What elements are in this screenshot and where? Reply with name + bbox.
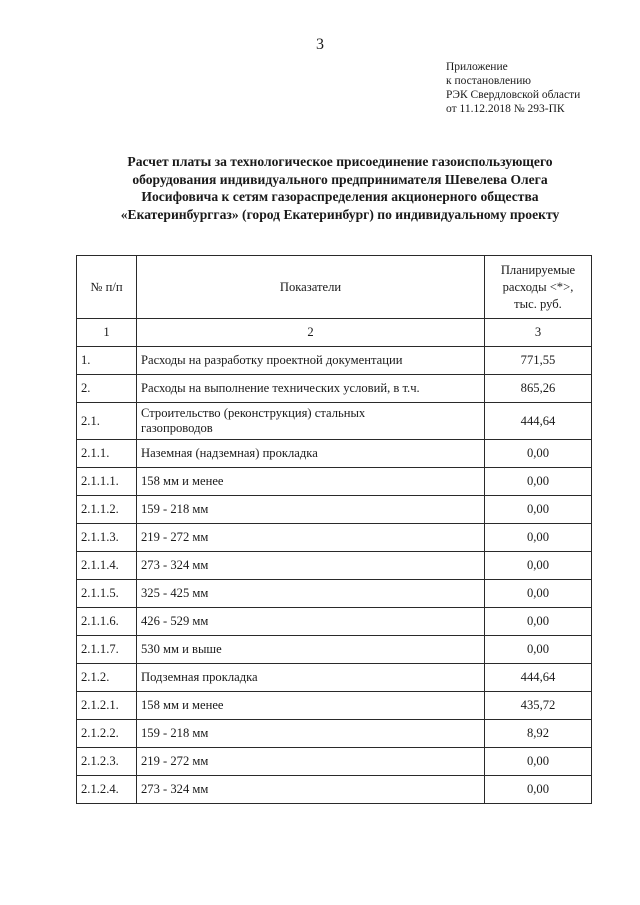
row-indicator-line: газопроводов xyxy=(141,421,213,435)
appendix-note xyxy=(446,60,580,116)
row-number: 2.1.1.5. xyxy=(77,580,137,608)
row-number: 2.1.2.2. xyxy=(77,720,137,748)
table-row xyxy=(77,440,592,468)
title-line: оборудования индивидуального предпринимателя Шевелева Олега xyxy=(132,171,548,187)
row-value: 0,00 xyxy=(485,776,592,804)
document-title xyxy=(70,153,610,223)
row-number: 2.1.2. xyxy=(77,664,137,692)
appendix-line: Приложение xyxy=(446,61,508,73)
column-number-row xyxy=(77,319,592,347)
row-value: 0,00 xyxy=(485,524,592,552)
row-number: 2.1. xyxy=(77,403,137,440)
title-line: «Екатеринбурггаз» (город Екатеринбург) по индивидуальному проекту xyxy=(120,206,560,222)
row-indicator: 219 - 272 мм xyxy=(137,524,485,552)
header-planned-costs-line: расходы <*>, xyxy=(502,279,574,294)
table-row xyxy=(77,664,592,692)
table-row xyxy=(77,403,592,440)
row-value: 0,00 xyxy=(485,580,592,608)
row-indicator: 273 - 324 мм xyxy=(137,552,485,580)
row-indicator: 159 - 218 мм xyxy=(137,720,485,748)
header-indicator: Показатели xyxy=(137,256,485,319)
row-indicator-line: Строительство (реконструкция) стальных xyxy=(141,406,366,420)
row-indicator: Расходы на выполнение технических условий, в т.ч. xyxy=(137,375,485,403)
row-indicator: 219 - 272 мм xyxy=(137,748,485,776)
row-value: 444,64 xyxy=(485,664,592,692)
row-indicator xyxy=(137,403,485,440)
row-indicator: Расходы на разработку проектной документации xyxy=(137,347,485,375)
appendix-line: РЭК Свердловской области xyxy=(446,89,581,101)
row-number: 2.1.2.1. xyxy=(77,692,137,720)
row-number: 2.1.1. xyxy=(77,440,137,468)
header-planned-costs xyxy=(485,256,592,319)
row-value: 0,00 xyxy=(485,636,592,664)
row-number: 2.1.1.6. xyxy=(77,608,137,636)
row-number: 1. xyxy=(77,347,137,375)
row-value: 0,00 xyxy=(485,552,592,580)
table-row xyxy=(77,552,592,580)
column-number: 1 xyxy=(77,319,137,347)
table-row xyxy=(77,692,592,720)
row-value: 0,00 xyxy=(485,468,592,496)
row-indicator: 158 мм и менее xyxy=(137,468,485,496)
row-value: 8,92 xyxy=(485,720,592,748)
row-indicator: 273 - 324 мм xyxy=(137,776,485,804)
row-number: 2.1.1.4. xyxy=(77,552,137,580)
page-number: 3 xyxy=(316,36,324,53)
appendix-line: к постановлению xyxy=(446,75,531,87)
table-row xyxy=(77,496,592,524)
title-line: Иосифовича к сетям газораспределения акционерного общества xyxy=(141,189,539,204)
header-planned-costs-line: Планируемые xyxy=(500,262,576,277)
row-indicator: Подземная прокладка xyxy=(137,664,485,692)
row-indicator: 325 - 425 мм xyxy=(137,580,485,608)
header-number: № п/п xyxy=(77,256,137,319)
row-value: 435,72 xyxy=(485,692,592,720)
row-value: 444,64 xyxy=(485,403,592,440)
row-indicator: Наземная (надземная) прокладка xyxy=(137,440,485,468)
row-indicator: 426 - 529 мм xyxy=(137,608,485,636)
row-value: 771,55 xyxy=(485,347,592,375)
row-number: 2.1.1.1. xyxy=(77,468,137,496)
header-planned-costs-line: тыс. руб. xyxy=(514,296,562,311)
title-line: Расчет платы за технологическое присоединение газоиспользующего xyxy=(127,154,553,169)
row-number: 2.1.2.3. xyxy=(77,748,137,776)
row-value: 0,00 xyxy=(485,608,592,636)
table-row xyxy=(77,375,592,403)
row-value: 0,00 xyxy=(485,496,592,524)
row-indicator: 158 мм и менее xyxy=(137,692,485,720)
column-number: 2 xyxy=(137,319,485,347)
row-indicator: 530 мм и выше xyxy=(137,636,485,664)
table-row xyxy=(77,636,592,664)
table-row xyxy=(77,720,592,748)
table-row xyxy=(77,608,592,636)
table-header-row xyxy=(77,256,592,319)
row-number: 2.1.1.2. xyxy=(77,496,137,524)
table-row xyxy=(77,580,592,608)
row-number: 2.1.1.3. xyxy=(77,524,137,552)
appendix-line: от 11.12.2018 № 293-ПК xyxy=(446,103,565,115)
row-number: 2.1.2.4. xyxy=(77,776,137,804)
row-number: 2. xyxy=(77,375,137,403)
table-row xyxy=(77,748,592,776)
column-number: 3 xyxy=(485,319,592,347)
row-indicator: 159 - 218 мм xyxy=(137,496,485,524)
table-row xyxy=(77,776,592,804)
row-value: 0,00 xyxy=(485,440,592,468)
table-row xyxy=(77,524,592,552)
row-value: 0,00 xyxy=(485,748,592,776)
row-value: 865,26 xyxy=(485,375,592,403)
calculation-table xyxy=(76,255,592,804)
table-row xyxy=(77,468,592,496)
row-number: 2.1.1.7. xyxy=(77,636,137,664)
table-row xyxy=(77,347,592,375)
